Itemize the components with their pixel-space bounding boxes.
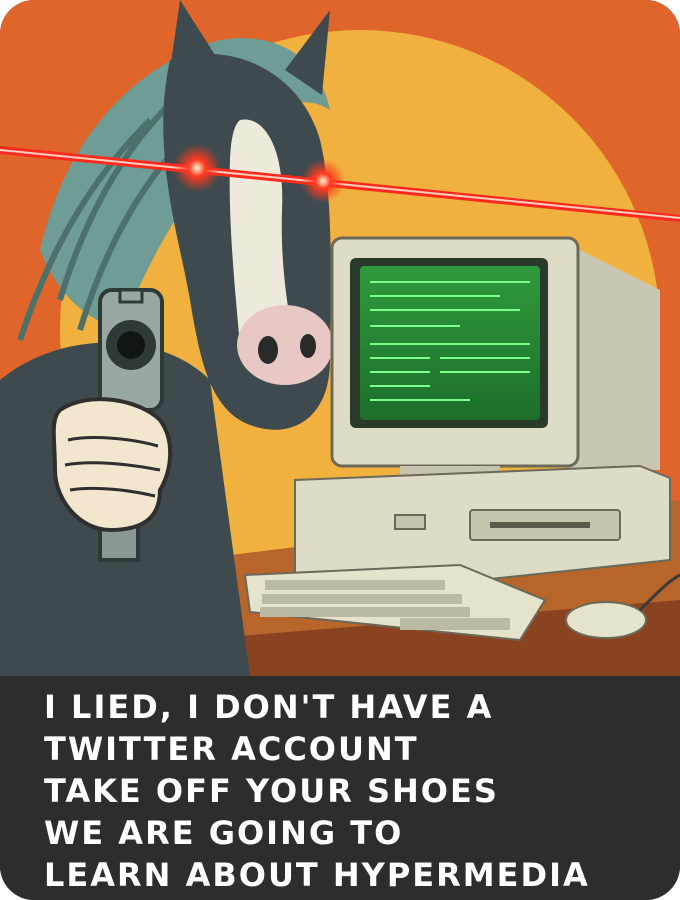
caption-line-3: TAKE OFF YOUR SHOES	[44, 772, 499, 810]
caption-line-1: I LIED, I DON'T HAVE A	[44, 688, 494, 726]
caption-line-5: LEARN ABOUT HYPERMEDIA	[44, 856, 590, 894]
caption-panel	[0, 676, 680, 900]
caption-text	[44, 686, 590, 896]
laser-eye	[301, 159, 345, 203]
laser-eye	[173, 144, 221, 192]
monitor	[332, 238, 660, 488]
nostril	[258, 336, 278, 364]
caption-line-4: WE ARE GOING TO	[44, 814, 404, 852]
muzzle	[237, 305, 333, 385]
caption-line-2: TWITTER ACCOUNT	[44, 730, 419, 768]
nostril	[300, 334, 316, 358]
